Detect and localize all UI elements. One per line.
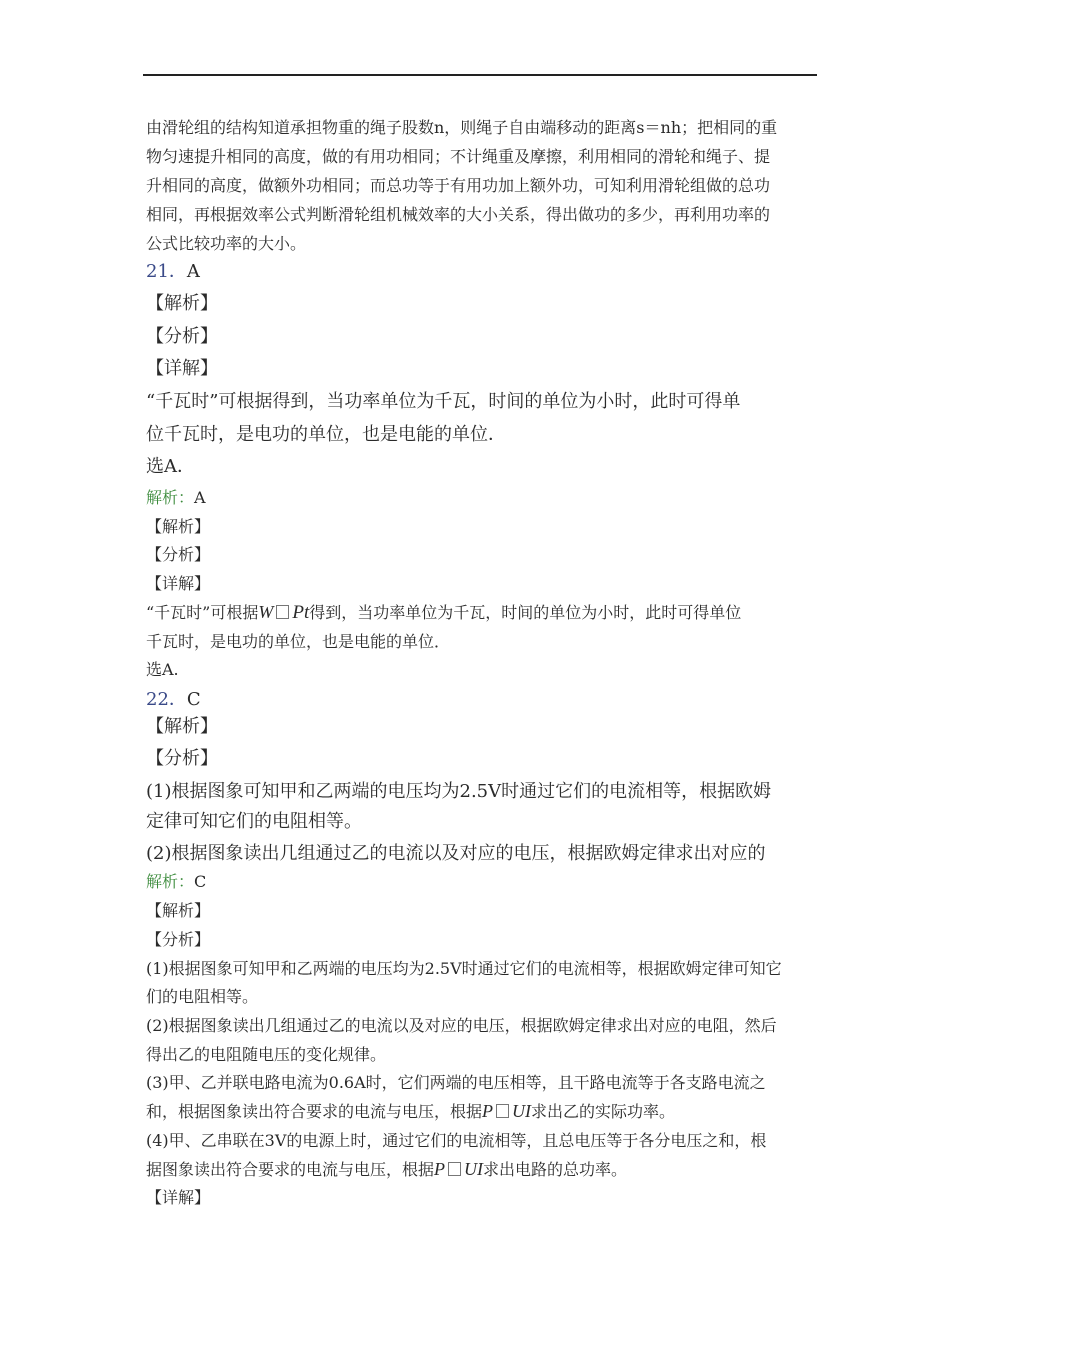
q22-jiexi-answer: C <box>194 872 207 891</box>
q21-number: 21． <box>146 261 187 282</box>
q22-fenxi-tag: 【分析】 <box>146 748 218 769</box>
q22-small-line-3: (2)根据图象读出几组通过乙的电流以及对应的电压，根据欧姆定律求出对应的电阻，然后 <box>146 1016 777 1035</box>
q21-jiexi-tag: 【解析】 <box>146 293 218 314</box>
q21-detail-small-1b: 得到，当功率单位为千瓦，时间的单位为小时，此时可得单位 <box>309 603 742 622</box>
q21-detail-line-2: 位千瓦时，是电功的单位，也是电能的单位． <box>146 424 506 445</box>
formula-ui: UI <box>512 1101 532 1121</box>
q21-xiangjie-tag-2: 【详解】 <box>146 574 211 593</box>
q22-line4b-a: 据图象读出符合要求的电流与电压，根据 <box>146 1160 435 1179</box>
missing-glyph-box <box>276 605 289 619</box>
formula-w: W <box>258 602 274 622</box>
q21-jiexi-tag-2: 【解析】 <box>146 517 211 536</box>
q21-detail-small-line-2: 千瓦时，是电功的单位，也是电能的单位． <box>146 632 451 651</box>
q21-detail-line-1: “千瓦时”可根据得到，当功率单位为千瓦，时间的单位为小时，此时可得单 <box>146 391 741 412</box>
q22-small-line-6 <box>146 1097 675 1126</box>
q22-small-line-2: 们的电阻相等。 <box>146 987 259 1006</box>
q22-fenxi-tag-2: 【分析】 <box>146 930 211 949</box>
q22-small-line-8 <box>146 1155 627 1184</box>
missing-glyph-box <box>496 1104 509 1118</box>
missing-glyph-box <box>448 1162 461 1176</box>
q22-line4b-b: 求出电路的总功率。 <box>483 1160 628 1179</box>
q21-heading <box>146 256 200 288</box>
q22-xiangjie-tag: 【详解】 <box>146 1188 211 1207</box>
intro-paragraph <box>146 113 777 258</box>
q21-choose: 选A． <box>146 456 195 477</box>
formula-p: P <box>482 1101 494 1121</box>
q22-line3b-a: 和，根据图象读出符合要求的电流与电压，根据 <box>146 1102 483 1121</box>
q22-jiexi-label: 解析： <box>146 872 195 891</box>
q22-line3b-b: 求出乙的实际功率。 <box>531 1102 676 1121</box>
q22-answer: C <box>186 689 201 710</box>
q22-jiexi-tag-2: 【解析】 <box>146 901 211 920</box>
q21-answer: A <box>186 261 200 282</box>
q22-big-line-2: 定律可知它们的电阻相等。 <box>146 811 362 832</box>
q22-small-line-5: (3)甲、乙并联电路电流为0.6A时，它们两端的电压相等，且干路电流等于各支路电流之 <box>146 1073 766 1092</box>
q21-jiexi-answer: A <box>194 488 206 507</box>
q22-number: 22． <box>146 689 187 710</box>
q21-fenxi-tag: 【分析】 <box>146 326 218 347</box>
intro-line-5: 公式比较功率的大小。 <box>146 234 307 253</box>
q22-big-line-1: (1)根据图象可知甲和乙两端的电压均为2.5V时通过它们的电流相等，根据欧姆 <box>146 781 772 802</box>
q21-jiexi-row <box>146 483 206 512</box>
intro-line-3: 升相同的高度，做额外功相同；而总功等于有用功加上额外功，可知利用滑轮组做的总功 <box>146 176 771 195</box>
intro-line-4: 相同，再根据效率公式判断滑轮组机械效率的大小关系，得出做功的多少，再利用功率的 <box>146 205 771 224</box>
q21-jiexi-label: 解析： <box>146 488 195 507</box>
q22-small-line-1: (1)根据图象可知甲和乙两端的电压均为2.5V时通过它们的电流相等，根据欧姆定律可知它 <box>146 959 782 978</box>
q21-choose-small: 选A. <box>146 660 179 679</box>
q22-jiexi-tag: 【解析】 <box>146 716 218 737</box>
q21-detail-small-1a: “千瓦时”可根据 <box>146 603 259 622</box>
q22-small-line-4: 得出乙的电阻随电压的变化规律。 <box>146 1045 387 1064</box>
formula-p-2: P <box>434 1159 446 1179</box>
q21-fenxi-tag-2: 【分析】 <box>146 545 211 564</box>
intro-line-1: 由滑轮组的结构知道承担物重的绳子股数n，则绳子自由端移动的距离s＝nh；把相同的重 <box>146 118 778 137</box>
q21-xiangjie-tag: 【详解】 <box>146 358 218 379</box>
header-rule <box>143 74 817 76</box>
q22-big-line-3: (2)根据图象读出几组通过乙的电流以及对应的电压，根据欧姆定律求出对应的 <box>146 843 766 864</box>
formula-ui-2: UI <box>464 1159 484 1179</box>
formula-pt: Pt <box>292 602 310 623</box>
q22-jiexi-row <box>146 867 206 896</box>
q21-detail-small-line-1 <box>146 598 741 627</box>
intro-line-2: 物匀速提升相同的高度，做的有用功相同；不计绳重及摩擦，利用相同的滑轮和绳子、提 <box>146 147 771 166</box>
q22-small-line-7: (4)甲、乙串联在3V的电源上时，通过它们的电流相等，且总电压等于各分电压之和，根 <box>146 1131 767 1150</box>
